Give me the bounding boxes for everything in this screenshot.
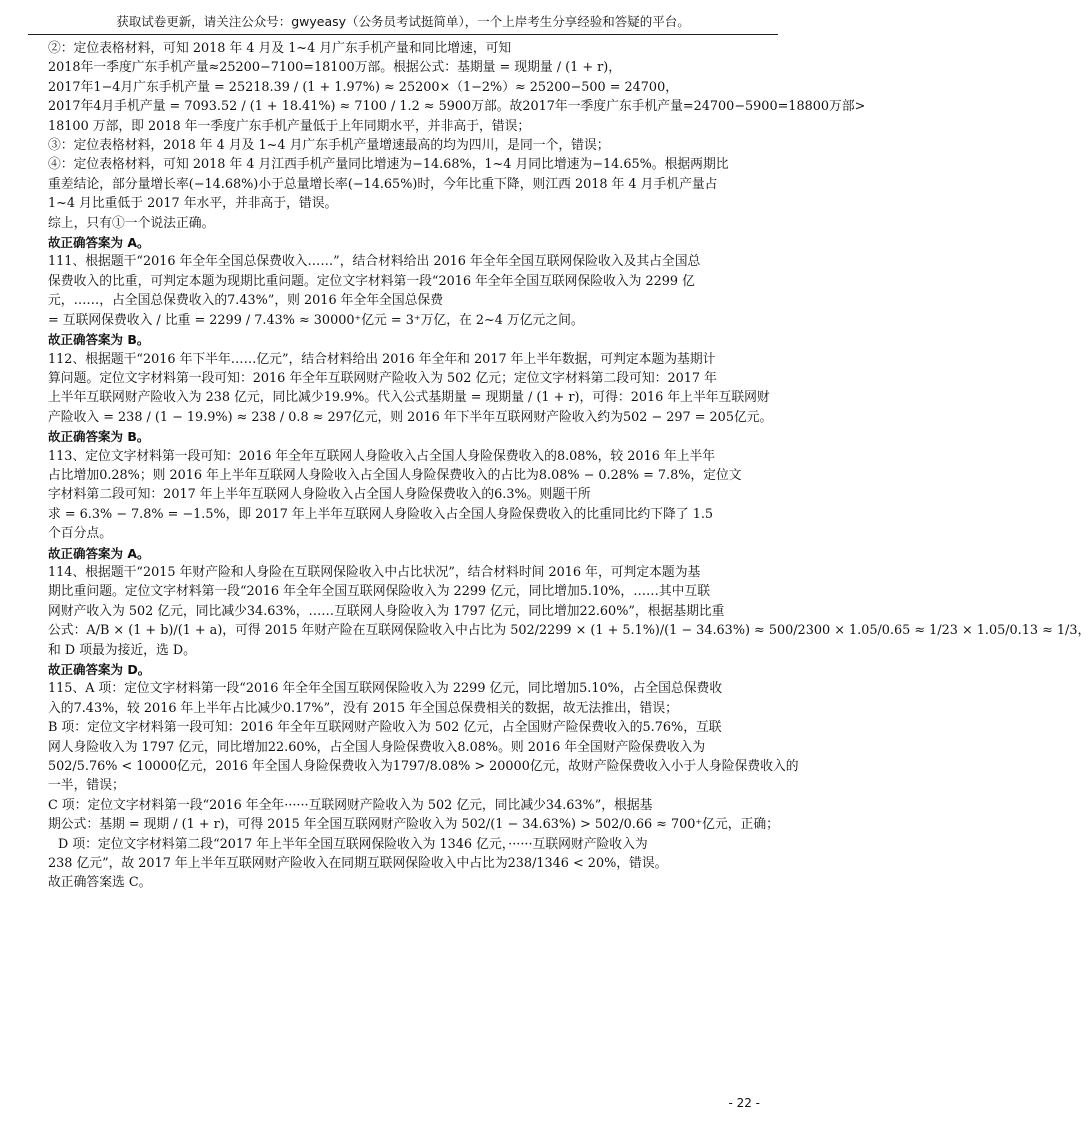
text-line: 入的7.43%，较 2016 年上半年占比减少0.17%”，没有 2015 年全国总保费相关的数据，故无法推出，错误； [48, 700, 678, 716]
answer-line: 故正确答案为 B。 [48, 429, 150, 445]
text-line: 114、根据题干“2015 年财产险和人身险在互联网保险收入中占比状况”，结合材料时间 2016 年，可判定本题为基 [48, 564, 701, 580]
text-line: 网人身险收入为 1797 亿元，同比增加22.60%，占全国人身险保费收入8.08%。则 2016 年全国财产险保费收入为 [48, 739, 706, 755]
text-line: 一半，错误； [48, 778, 125, 794]
text-line: 重差结论，部分量增长率(−14.68%)小于总量增长率(−14.65%)时，今年比重下降，则江西 2018 年 4 月手机产量占 [48, 176, 718, 192]
text-line: 238 亿元”，故 2017 年上半年互联网财产险收入在同期互联网保险收入中占比为238/1346 < 20%，错误。 [48, 856, 668, 872]
text-line: 求 = 6.3% − 7.8% = −1.5%，即 2017 年上半年互联网人身险收入占全国人身险保费收入的比重同比约下降了 1.5 [48, 506, 714, 522]
text-line: 502/5.76% < 10000亿元，2016 年全国人身险保费收入为1797/8.08% > 20000亿元，故财产险保费收入小于人身险保费收入的 [48, 759, 799, 775]
text-line: 2018年一季度广东手机产量≈25200−7100=18100万部。根据公式：基期量 = 现期量 / (1 + r)， [48, 60, 622, 76]
text-line: D 项：定位文字材料第二段“2017 年上半年全国互联网保险收入为 1346 亿元，······互联网财产险收入为 [58, 836, 648, 852]
text-line: 和 D 项最为接近，选 D。 [48, 642, 196, 658]
answer-line: 故正确答案为 A。 [48, 235, 150, 251]
text-line: 故正确答案选 C。 [48, 875, 152, 891]
answer-line: 故正确答案为 B。 [48, 332, 150, 348]
text-line: 期比重问题。定位文字材料第一段“2016 年全年全国互联网保险收入为 2299 亿元，同比增加5.10%，……其中互联 [48, 584, 711, 600]
text-line: 111、根据题干“2016 年全年全国总保费收入……”，结合材料给出 2016 年全年全国互联网保险收入及其占全国总 [48, 254, 701, 270]
text-line: 字材料第二段可知：2017 年上半年互联网人身险收入占全国人身险保费收入的6.3%。则题干所 [48, 487, 591, 503]
text-line: 期公式：基期 = 现期 / (1 + r)，可得 2015 年全国互联网财产险收入为 502/(1 − 34.63%) > 502/0.66 ≈ 700⁺亿元，正确； [48, 817, 779, 833]
text-line: ④：定位表格材料，可知 2018 年 4 月江西手机产量同比增速为−14.68%，1~4 月同比增速为−14.65%。根据两期比 [48, 157, 729, 173]
text-line: ②：定位表格材料，可知 2018 年 4 月及 1~4 月广东手机产量和同比增速，可知 [48, 41, 512, 56]
answer-line: 故正确答案为 A。 [48, 545, 150, 561]
text-line: 占比增加0.28%；则 2016 年上半年互联网人身险收入占全国人身险保费收入的占比为8.08% − 0.28% = 7.8%，定位文 [48, 467, 742, 483]
text-line: 公式：A/B × (1 + b)/(1 + a)，可得 2015 年财产险在互联网保险收入中占比为 502/2299 × (1 + 5.1%)/(1 − 34.63%) ≈ 500/2300 × 1.05/0.65 ≈ 1/23 × 1.05/0.13 ≈ 1/3， [48, 623, 1090, 639]
text-line: 1~4 月比重低于 2017 年水平，并非高于，错误。 [48, 196, 338, 212]
text-line: 算问题。定位文字材料第一段可知：2016 年全年互联网财产险收入为 502 亿元；定位文字材料第二段可知：2017 年 [48, 370, 717, 386]
text-line: 保费收入的比重，可判定本题为现期比重问题。定位文字材料第一段“2016 年全年全国互联网保险收入为 2299 亿 [48, 273, 695, 289]
text-line: ③：定位表格材料，2018 年 4 月及 1~4 月广东手机产量增速最高的均为四川，是同一个，错误； [48, 138, 610, 154]
text-line: 产险收入 = 238 / (1 − 19.9%) ≈ 238 / 0.8 ≈ 297亿元，则 2016 年下半年互联网财产险收入约为502 − 297 = 205亿元。 [48, 409, 773, 425]
text-line: C 项：定位文字材料第一段“2016 年全年······互联网财产险收入为 502 亿元，同比减少34.63%”，根据基 [48, 797, 653, 813]
text-line: 2017年1−4月广东手机产量 = 25218.39 / (1 + 1.97%) ≈ 25200×（1−2%）≈ 25200−500 = 24700， [48, 79, 679, 95]
text-line: 个百分点。 [48, 526, 112, 542]
text-line: 18100 万部，即 2018 年一季度广东手机产量低于上年同期水平，并非高于，错误； [48, 118, 531, 134]
page-number: - 22 - [728, 1096, 760, 1110]
text-line: 112、根据题干“2016 年下半年……亿元”，结合材料给出 2016 年全年和 2017 年上半年数据，可判定本题为基期计 [48, 351, 716, 367]
text-line: 网财产收入为 502 亿元，同比减少34.63%，……互联网人身险收入为 1797 亿元，同比增加22.60%”，根据基期比重 [48, 603, 725, 619]
text-line: 元，……，占全国总保费收入的7.43%”，则 2016 年全年全国总保费 [48, 293, 444, 309]
text-line: 2017年4月手机产量 = 7093.52 / (1 + 18.41%) ≈ 7100 / 1.2 ≈ 5900万部。故2017年一季度广东手机产量=24700−5900=18800万部> [48, 99, 866, 115]
document-body [48, 39, 1090, 893]
answer-line: 故正确答案为 D。 [48, 662, 151, 677]
page-header: 获取试卷更新，请关注公众号：gwyeasy（公务员考试挺简单），一个上岸考生分享经验和答疑的平台。 [28, 12, 778, 35]
text-line: 113、定位文字材料第一段可知：2016 年全年互联网人身险收入占全国人身险保费收入的8.08%，较 2016 年上半年 [48, 448, 716, 464]
text-line: B 项：定位文字材料第一段可知：2016 年全年互联网财产险收入为 502 亿元，占全国财产险保费收入的5.76%，互联 [48, 720, 722, 736]
text-line: 115、A 项：定位文字材料第一段“2016 年全年全国互联网保险收入为 2299 亿元，同比增加5.10%，占全国总保费收 [48, 681, 723, 697]
text-line: = 互联网保费收入 / 比重 = 2299 / 7.43% ≈ 30000⁺亿元 = 3⁺万亿，在 2~4 万亿元之间。 [48, 312, 584, 328]
text-line: 综上，只有①一个说法正确。 [48, 215, 215, 231]
text-line: 上半年互联网财产险收入为 238 亿元，同比减少19.9%。代入公式基期量 = 现期量 / (1 + r)，可得：2016 年上半年互联网财 [48, 390, 770, 406]
